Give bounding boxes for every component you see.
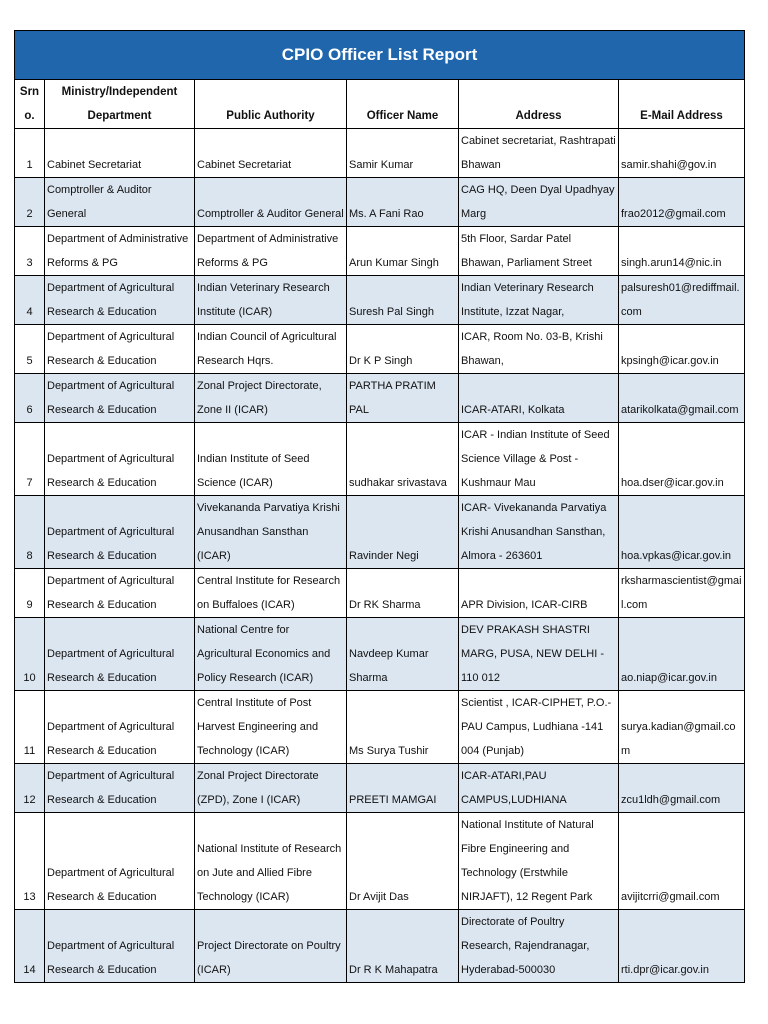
table-row <box>15 569 745 618</box>
email-cell: palsuresh01@rediffmail.com <box>619 276 745 325</box>
srno-cell: 12 <box>15 764 45 813</box>
public-authority-cell: Project Directorate on Poultry (ICAR) <box>195 910 347 983</box>
srno-cell: 3 <box>15 227 45 276</box>
table-row <box>15 691 745 764</box>
public-authority-cell: Comptroller & Auditor General <box>195 178 347 227</box>
table-row <box>15 227 745 276</box>
public-authority-cell: Indian Veterinary Research Institute (ICAR) <box>195 276 347 325</box>
email-cell: singh.arun14@nic.in <box>619 227 745 276</box>
table-row <box>15 129 745 178</box>
header-srno: Srno. <box>15 80 45 129</box>
officer-name-cell: Suresh Pal Singh <box>347 276 459 325</box>
public-authority-cell: Central Institute of Post Harvest Engineering and Technology (ICAR) <box>195 691 347 764</box>
ministry-cell: Department of Agricultural Research & Education <box>45 691 195 764</box>
srno-cell: 4 <box>15 276 45 325</box>
public-authority-cell: National Institute of Research on Jute and Allied Fibre Technology (ICAR) <box>195 813 347 910</box>
table-row <box>15 178 745 227</box>
ministry-cell: Department of Agricultural Research & Education <box>45 374 195 423</box>
public-authority-cell: National Centre for Agricultural Economics and Policy Research (ICAR) <box>195 618 347 691</box>
officer-name-cell: Arun Kumar Singh <box>347 227 459 276</box>
address-cell: ICAR-ATARI,PAU CAMPUS,LUDHIANA <box>459 764 619 813</box>
public-authority-cell: Indian Council of Agricultural Research Hqrs. <box>195 325 347 374</box>
email-cell: kpsingh@icar.gov.in <box>619 325 745 374</box>
header-email: E-Mail Address <box>619 80 745 129</box>
officer-name-cell: PREETI MAMGAI <box>347 764 459 813</box>
email-cell: rksharmascientist@gmail.com <box>619 569 745 618</box>
srno-cell: 11 <box>15 691 45 764</box>
address-cell: ICAR-ATARI, Kolkata <box>459 374 619 423</box>
report-title: CPIO Officer List Report <box>15 31 745 80</box>
address-cell: DEV PRAKASH SHASTRI MARG, PUSA, NEW DELHI - 110 012 <box>459 618 619 691</box>
address-cell: Directorate of Poultry Research, Rajendranagar, Hyderabad-500030 <box>459 910 619 983</box>
officer-name-cell: Samir Kumar <box>347 129 459 178</box>
srno-cell: 1 <box>15 129 45 178</box>
table-row <box>15 618 745 691</box>
table-row <box>15 374 745 423</box>
table-row <box>15 276 745 325</box>
officer-name-cell: Ms. A Fani Rao <box>347 178 459 227</box>
address-cell: ICAR- Vivekananda Parvatiya Krishi Anusandhan Sansthan, Almora - 263601 <box>459 496 619 569</box>
address-cell: 5th Floor, Sardar Patel Bhawan, Parliament Street <box>459 227 619 276</box>
srno-cell: 6 <box>15 374 45 423</box>
officer-name-cell: Dr K P Singh <box>347 325 459 374</box>
srno-cell: 10 <box>15 618 45 691</box>
officer-name-cell: Ravinder Negi <box>347 496 459 569</box>
public-authority-cell: Department of Administrative Reforms & PG <box>195 227 347 276</box>
officer-name-cell: PARTHA PRATIM PAL <box>347 374 459 423</box>
header-public-authority: Public Authority <box>195 80 347 129</box>
officer-name-cell: Navdeep Kumar Sharma <box>347 618 459 691</box>
address-cell: Scientist , ICAR-CIPHET, P.O.- PAU Campus, Ludhiana -141 004 (Punjab) <box>459 691 619 764</box>
ministry-cell: Department of Agricultural Research & Education <box>45 325 195 374</box>
ministry-cell: Department of Administrative Reforms & PG <box>45 227 195 276</box>
address-cell: ICAR, Room No. 03-B, Krishi Bhawan, <box>459 325 619 374</box>
header-ministry: Ministry/Independent Department <box>45 80 195 129</box>
srno-cell: 9 <box>15 569 45 618</box>
srno-cell: 5 <box>15 325 45 374</box>
officer-name-cell: Dr RK Sharma <box>347 569 459 618</box>
table-row <box>15 813 745 910</box>
email-cell: frao2012@gmail.com <box>619 178 745 227</box>
email-cell: hoa.dser@icar.gov.in <box>619 423 745 496</box>
address-cell: Cabinet secretariat, Rashtrapati Bhawan <box>459 129 619 178</box>
ministry-cell: Department of Agricultural Research & Education <box>45 764 195 813</box>
ministry-cell: Comptroller & Auditor General <box>45 178 195 227</box>
address-cell: CAG HQ, Deen Dyal Upadhyay Marg <box>459 178 619 227</box>
header-address: Address <box>459 80 619 129</box>
ministry-cell: Department of Agricultural Research & Education <box>45 618 195 691</box>
email-cell: zcu1ldh@gmail.com <box>619 764 745 813</box>
table-body <box>15 129 745 983</box>
officer-name-cell: Ms Surya Tushir <box>347 691 459 764</box>
ministry-cell: Cabinet Secretariat <box>45 129 195 178</box>
address-cell: APR Division, ICAR-CIRB <box>459 569 619 618</box>
officer-name-cell: Dr Avijit Das <box>347 813 459 910</box>
ministry-cell: Department of Agricultural Research & Education <box>45 910 195 983</box>
public-authority-cell: Vivekananda Parvatiya Krishi Anusandhan Sansthan (ICAR) <box>195 496 347 569</box>
table-row <box>15 496 745 569</box>
srno-cell: 13 <box>15 813 45 910</box>
srno-cell: 2 <box>15 178 45 227</box>
header-row <box>15 80 745 129</box>
ministry-cell: Department of Agricultural Research & Education <box>45 569 195 618</box>
ministry-cell: Department of Agricultural Research & Education <box>45 496 195 569</box>
srno-cell: 8 <box>15 496 45 569</box>
ministry-cell: Department of Agricultural Research & Education <box>45 813 195 910</box>
table-row <box>15 910 745 983</box>
address-cell: National Institute of Natural Fibre Engineering and Technology (Erstwhile NIRJAFT), 12 Regent Park <box>459 813 619 910</box>
email-cell: rti.dpr@icar.gov.in <box>619 910 745 983</box>
public-authority-cell: Zonal Project Directorate, Zone II (ICAR) <box>195 374 347 423</box>
table-row <box>15 423 745 496</box>
email-cell: hoa.vpkas@icar.gov.in <box>619 496 745 569</box>
table-row <box>15 325 745 374</box>
ministry-cell: Department of Agricultural Research & Education <box>45 276 195 325</box>
address-cell: ICAR - Indian Institute of Seed Science Village & Post - Kushmaur Mau <box>459 423 619 496</box>
public-authority-cell: Zonal Project Directorate (ZPD), Zone I (ICAR) <box>195 764 347 813</box>
officer-name-cell: sudhakar srivastava <box>347 423 459 496</box>
address-cell: Indian Veterinary Research Institute, Izzat Nagar, <box>459 276 619 325</box>
email-cell: ao.niap@icar.gov.in <box>619 618 745 691</box>
public-authority-cell: Central Institute for Research on Buffaloes (ICAR) <box>195 569 347 618</box>
cpio-officer-table <box>14 30 745 983</box>
officer-name-cell: Dr R K Mahapatra <box>347 910 459 983</box>
srno-cell: 7 <box>15 423 45 496</box>
header-officer-name: Officer Name <box>347 80 459 129</box>
public-authority-cell: Cabinet Secretariat <box>195 129 347 178</box>
email-cell: samir.shahi@gov.in <box>619 129 745 178</box>
table-row <box>15 764 745 813</box>
public-authority-cell: Indian Institute of Seed Science (ICAR) <box>195 423 347 496</box>
email-cell: surya.kadian@gmail.com <box>619 691 745 764</box>
email-cell: avijitcrri@gmail.com <box>619 813 745 910</box>
ministry-cell: Department of Agricultural Research & Education <box>45 423 195 496</box>
email-cell: atarikolkata@gmail.com <box>619 374 745 423</box>
srno-cell: 14 <box>15 910 45 983</box>
